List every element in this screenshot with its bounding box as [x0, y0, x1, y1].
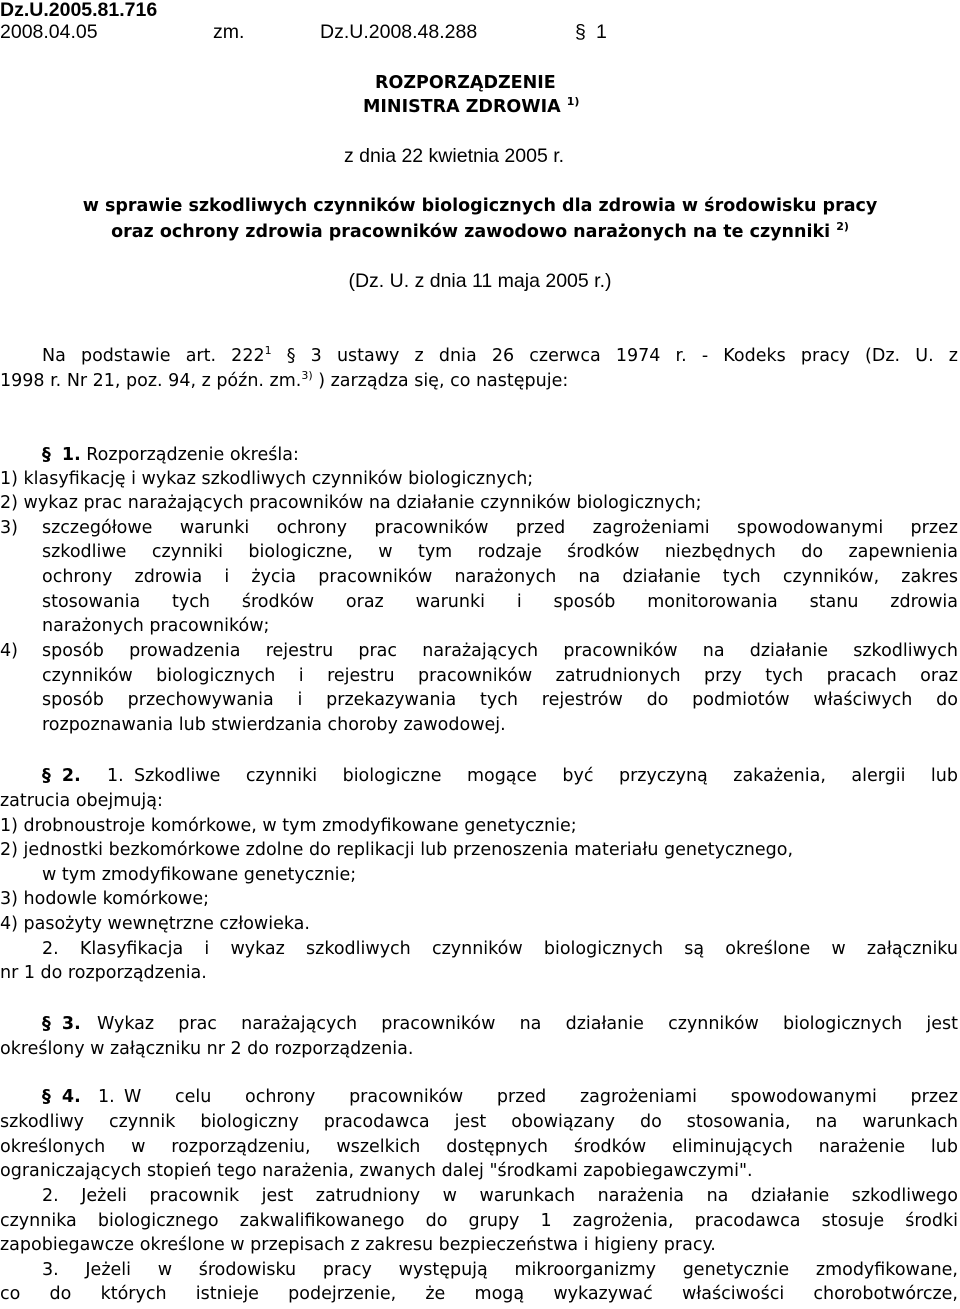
- s3-line-1: Wykaz prac narażających pracowników na działanie czynników biologicznych jest: [97, 1014, 958, 1034]
- s1-item-4-line-2: czynników biologicznych i rejestru pracowników zatrudnionych przy tych pracach oraz: [42, 666, 958, 686]
- section-1-heading: § 1. Rozporządzenie określa:: [42, 445, 299, 465]
- title-line-1: ROZPORZĄDZENIE: [375, 73, 556, 93]
- section-2-sign: § 2.: [42, 766, 81, 786]
- header-section-sign: §: [575, 21, 586, 43]
- s1-item-3-line-1: szczegółowe warunki ochrony pracowników przed zagrożeniami spowodowanymi przez: [42, 518, 958, 538]
- s2-paragraph-1-line-1: Szkodliwe czynniki biologiczne mogące być przyczyną zakażenia, alergii lub: [134, 766, 958, 786]
- s4-paragraph-2-line-3: zapobiegawcze określone w przepisach z zakresu bezpieczeństwa i higieny pracy.: [0, 1235, 716, 1255]
- consolidation-date: 2008.04.05: [0, 21, 98, 43]
- s1-item-3-line-2: szkodliwe czynniki biologiczne, w tym rodzaje środków niezbędnych do zapewnienia: [42, 542, 958, 562]
- s1-item-3-label: 3): [0, 518, 18, 538]
- s4-paragraph-2-line-1: 2. Jeżeli pracownik jest zatrudniony w warunkach narażenia na działanie szkodliwego: [42, 1186, 958, 1206]
- publication-reference: (Dz. U. z dnia 11 maja 2005 r.): [348, 270, 612, 292]
- header-section-number: 1: [596, 21, 607, 43]
- s4-paragraph-1-line-1: W celu ochrony pracowników przed zagrożeniami spowodowanymi przez: [124, 1087, 958, 1107]
- s4-paragraph-1-line-2: szkodliwy czynnik biologiczny pracodawca jest obowiązany do stosowania, na warunkach: [0, 1112, 958, 1132]
- section-4-sign: § 4.: [42, 1087, 81, 1107]
- subject-line-2: oraz ochrony zdrowia pracowników zawodowo narażonych na te czynniki $^{2)}$: [111, 220, 849, 242]
- s4-paragraph-3-line-1: 3. Jeżeli w środowisku pracy występują mikroorganizmy genetycznie zmodyfikowane,: [42, 1260, 958, 1280]
- s4-paragraph-2-line-2: czynnika biologicznego zakwalifikowanego do grupy 1 zagrożenia, pracodawca stosuje środki: [0, 1211, 958, 1231]
- s1-item-4-line-3: sposób przechowywania i przekazywania tych rejestrów do podmiotów właściwych do: [42, 690, 958, 710]
- s4-paragraph-1-number: 1.: [98, 1087, 115, 1107]
- s1-item-3-line-3: ochrony zdrowia i życia pracowników narażonych na działanie tych czynników, zakres: [42, 567, 958, 587]
- s1-item-4-label: 4): [0, 641, 18, 661]
- amended-label: zm.: [213, 21, 245, 43]
- document-id: Dz.U.2005.81.716: [0, 0, 158, 21]
- act-date: z dnia 22 kwietnia 2005 r.: [344, 145, 565, 167]
- preamble-line-1: Na podstawie art. $222^1$ § 3 ustawy z dnia 26 czerwca 1974 r. - Kodeks pracy (Dz. U. z: [42, 344, 958, 366]
- s2-paragraph-2-line-1: 2. Klasyfikacja i wykaz szkodliwych czynników biologicznych są określone w załączniku: [42, 939, 958, 959]
- s1-item-2: 2) wykaz prac narażających pracowników na działanie czynników biologicznych;: [0, 493, 702, 513]
- s1-item-4-line-1: sposób prowadzenia rejestru prac narażających pracowników na działanie szkodliwych: [42, 641, 958, 661]
- s2-paragraph-2-line-2: nr 1 do rozporządzenia.: [0, 963, 207, 983]
- s4-paragraph-3-line-2: co do których istnieje podejrzenie, że mogą wykazywać właściwości chorobotwórcze,: [0, 1284, 958, 1304]
- s4-paragraph-1-line-3: określonych w rozporządzeniu, wszelkich dostępnych środków eliminujących narażenie lub: [0, 1137, 958, 1157]
- s2-paragraph-1-number: 1.: [107, 766, 124, 786]
- subject-line-1: w sprawie szkodliwych czynników biologicznych dla zdrowia w środowisku pracy: [82, 196, 878, 216]
- s1-item-1: 1) klasyfikację i wykaz szkodliwych czynników biologicznych;: [0, 469, 534, 489]
- s4-paragraph-1-line-4: ograniczających stopień tego narażenia, zwanych dalej "środkami zapobiegawczymi".: [0, 1161, 753, 1181]
- footnote-ref-1: 1): [566, 95, 580, 108]
- s2-item-3: 3) hodowle komórkowe;: [0, 889, 210, 909]
- s2-item-2-line-2: w tym zmodyfikowane genetycznie;: [42, 865, 357, 885]
- s3-line-2: określony w załączniku nr 2 do rozporządzenia.: [0, 1039, 414, 1059]
- s2-paragraph-1-line-2: zatrucia obejmują:: [0, 791, 163, 811]
- s1-item-3-line-5: narażonych pracowników;: [42, 616, 270, 636]
- s2-item-4: 4) pasożyty wewnętrzne człowieka.: [0, 914, 310, 934]
- amendment-reference: Dz.U.2008.48.288: [320, 21, 478, 43]
- s1-item-3-line-4: stosowania tych środków oraz warunki i sposób monitorowania stanu zdrowia: [42, 592, 958, 612]
- section-3-sign: § 3.: [42, 1014, 81, 1034]
- s2-item-1: 1) drobnoustroje komórkowe, w tym zmodyfikowane genetycznie;: [0, 816, 577, 836]
- preamble-line-2: 1998 r. Nr 21, poz. 94, z późn. zm.$^{3)}$ ) zarządza się, co następuje:: [0, 369, 569, 391]
- s2-item-2-line-1: 2) jednostki bezkomórkowe zdolne do replikacji lub przenoszenia materiału genetycznego,: [0, 840, 794, 860]
- title-line-2: MINISTRA ZDROWIA $^{1)}$: [363, 95, 580, 117]
- footnote-ref-2: 2): [836, 220, 849, 233]
- s1-item-4-line-4: rozpoznawania lub stwierdzania choroby zawodowej.: [42, 715, 506, 735]
